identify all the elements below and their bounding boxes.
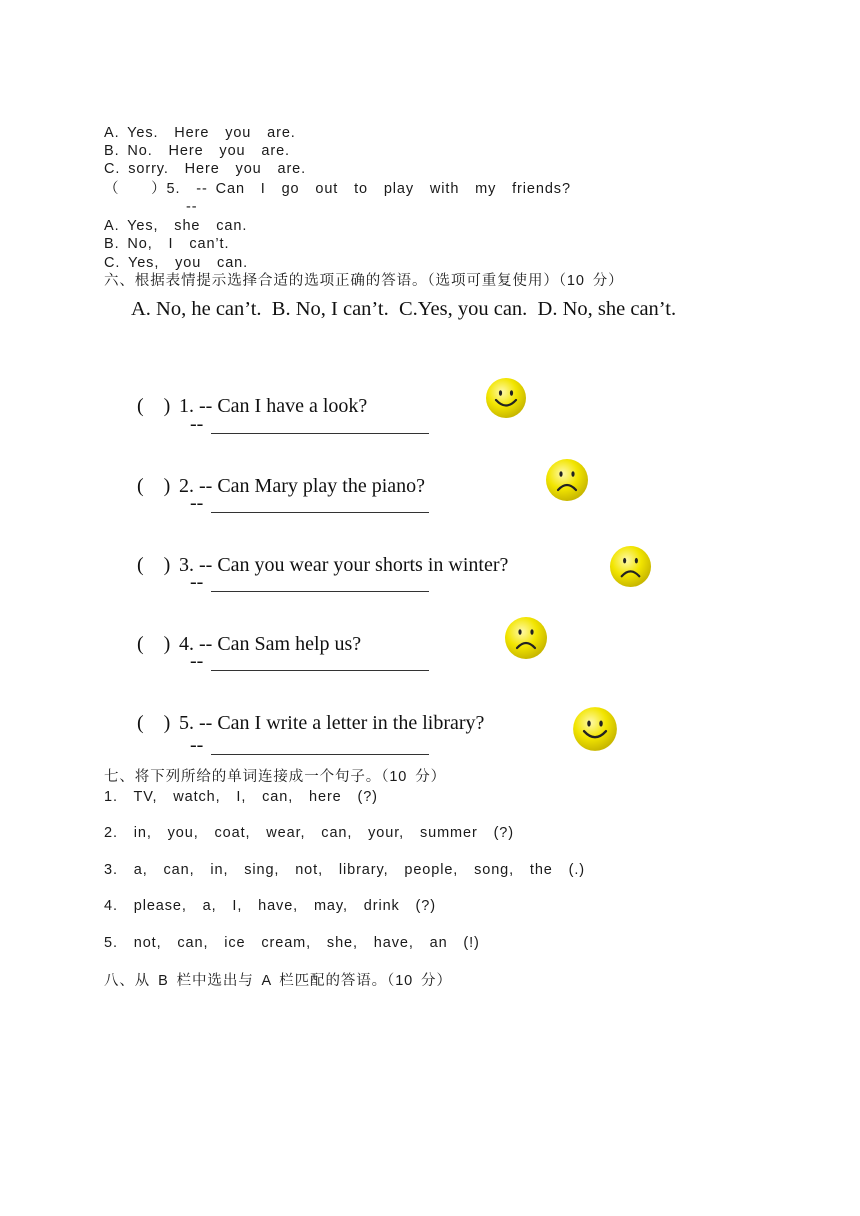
answer-paren[interactable]: ( ) [137,712,171,734]
answer-prefix: -- [190,413,204,435]
blank-line[interactable] [211,669,429,671]
answer-line-3 [190,571,429,594]
option-a-item5: A. Yes, she can. [104,218,248,234]
answer-prefix: -- [190,571,204,593]
section7-heading: 七、将下列所给的单词连接成一个句子。（10 分） [104,769,447,785]
blank-line[interactable] [211,753,429,755]
section7-item-5: 5. not, can, ice cream, she, have, an (!) [104,935,480,951]
option-b-item5: B. No, I can’t. [104,236,230,252]
section7-item-2: 2. in, you, coat, wear, can, your, summer (?) [104,825,514,841]
option-a-item4: A. Yes. Here you are. [104,125,296,141]
question-text: 3. -- Can you wear your shorts in winter? [179,554,509,576]
answer-prefix: -- [190,492,204,514]
section7-item-3: 3. a, can, in, sing, not, library, people, song, the (.) [104,862,586,878]
option-b-item4: B. No. Here you are. [104,143,290,159]
question-5 [127,689,484,735]
question-text: 2. -- Can Mary play the piano? [179,475,426,497]
answer-line-1 [190,413,429,436]
question-text: 1. -- Can I have a look? [179,395,368,417]
answer-paren[interactable]: ( ) [137,395,171,417]
frown-face-icon [545,458,589,502]
blank-line[interactable] [211,511,429,513]
answer-prefix-item5: -- [186,199,198,215]
frown-face-icon [504,616,548,660]
answer-paren[interactable]: ( ) [137,554,171,576]
section6-options: A. No, he can’t. B. No, I can’t. C.Yes, you can. D. No, she can’t. [131,298,677,320]
option-c-item5: C. Yes, you can. [104,255,249,271]
section6-heading: 六、根据表情提示选择合适的选项正确的答语。（选项可重复使用）（10 分） [104,273,624,289]
answer-prefix: -- [190,650,204,672]
answer-line-2 [190,492,429,515]
question-text: 4. -- Can Sam help us? [179,633,362,655]
answer-line-4 [190,650,429,673]
answer-paren[interactable]: ( ) [137,475,171,497]
blank-line[interactable] [211,432,429,434]
answer-line-5 [190,734,429,757]
frown-face-icon [609,545,652,588]
section7-item-4: 4. please, a, I, have, may, drink (?) [104,898,436,914]
blank-line[interactable] [211,590,429,592]
smile-face-icon [572,706,618,752]
question-item5: （ ）5. -- Can I go out to play with my friends? [104,181,571,197]
answer-paren[interactable]: ( ) [137,633,171,655]
option-c-item4: C. sorry. Here you are. [104,161,307,177]
answer-prefix: -- [190,734,204,756]
smile-face-icon [485,377,527,419]
section8-heading: 八、从 B 栏中选出与 A 栏匹配的答语。（10 分） [104,973,452,989]
question-1 [127,372,367,418]
question-text: 5. -- Can I write a letter in the library? [179,712,485,734]
section7-item-1: 1. TV, watch, I, can, here (?) [104,789,378,805]
